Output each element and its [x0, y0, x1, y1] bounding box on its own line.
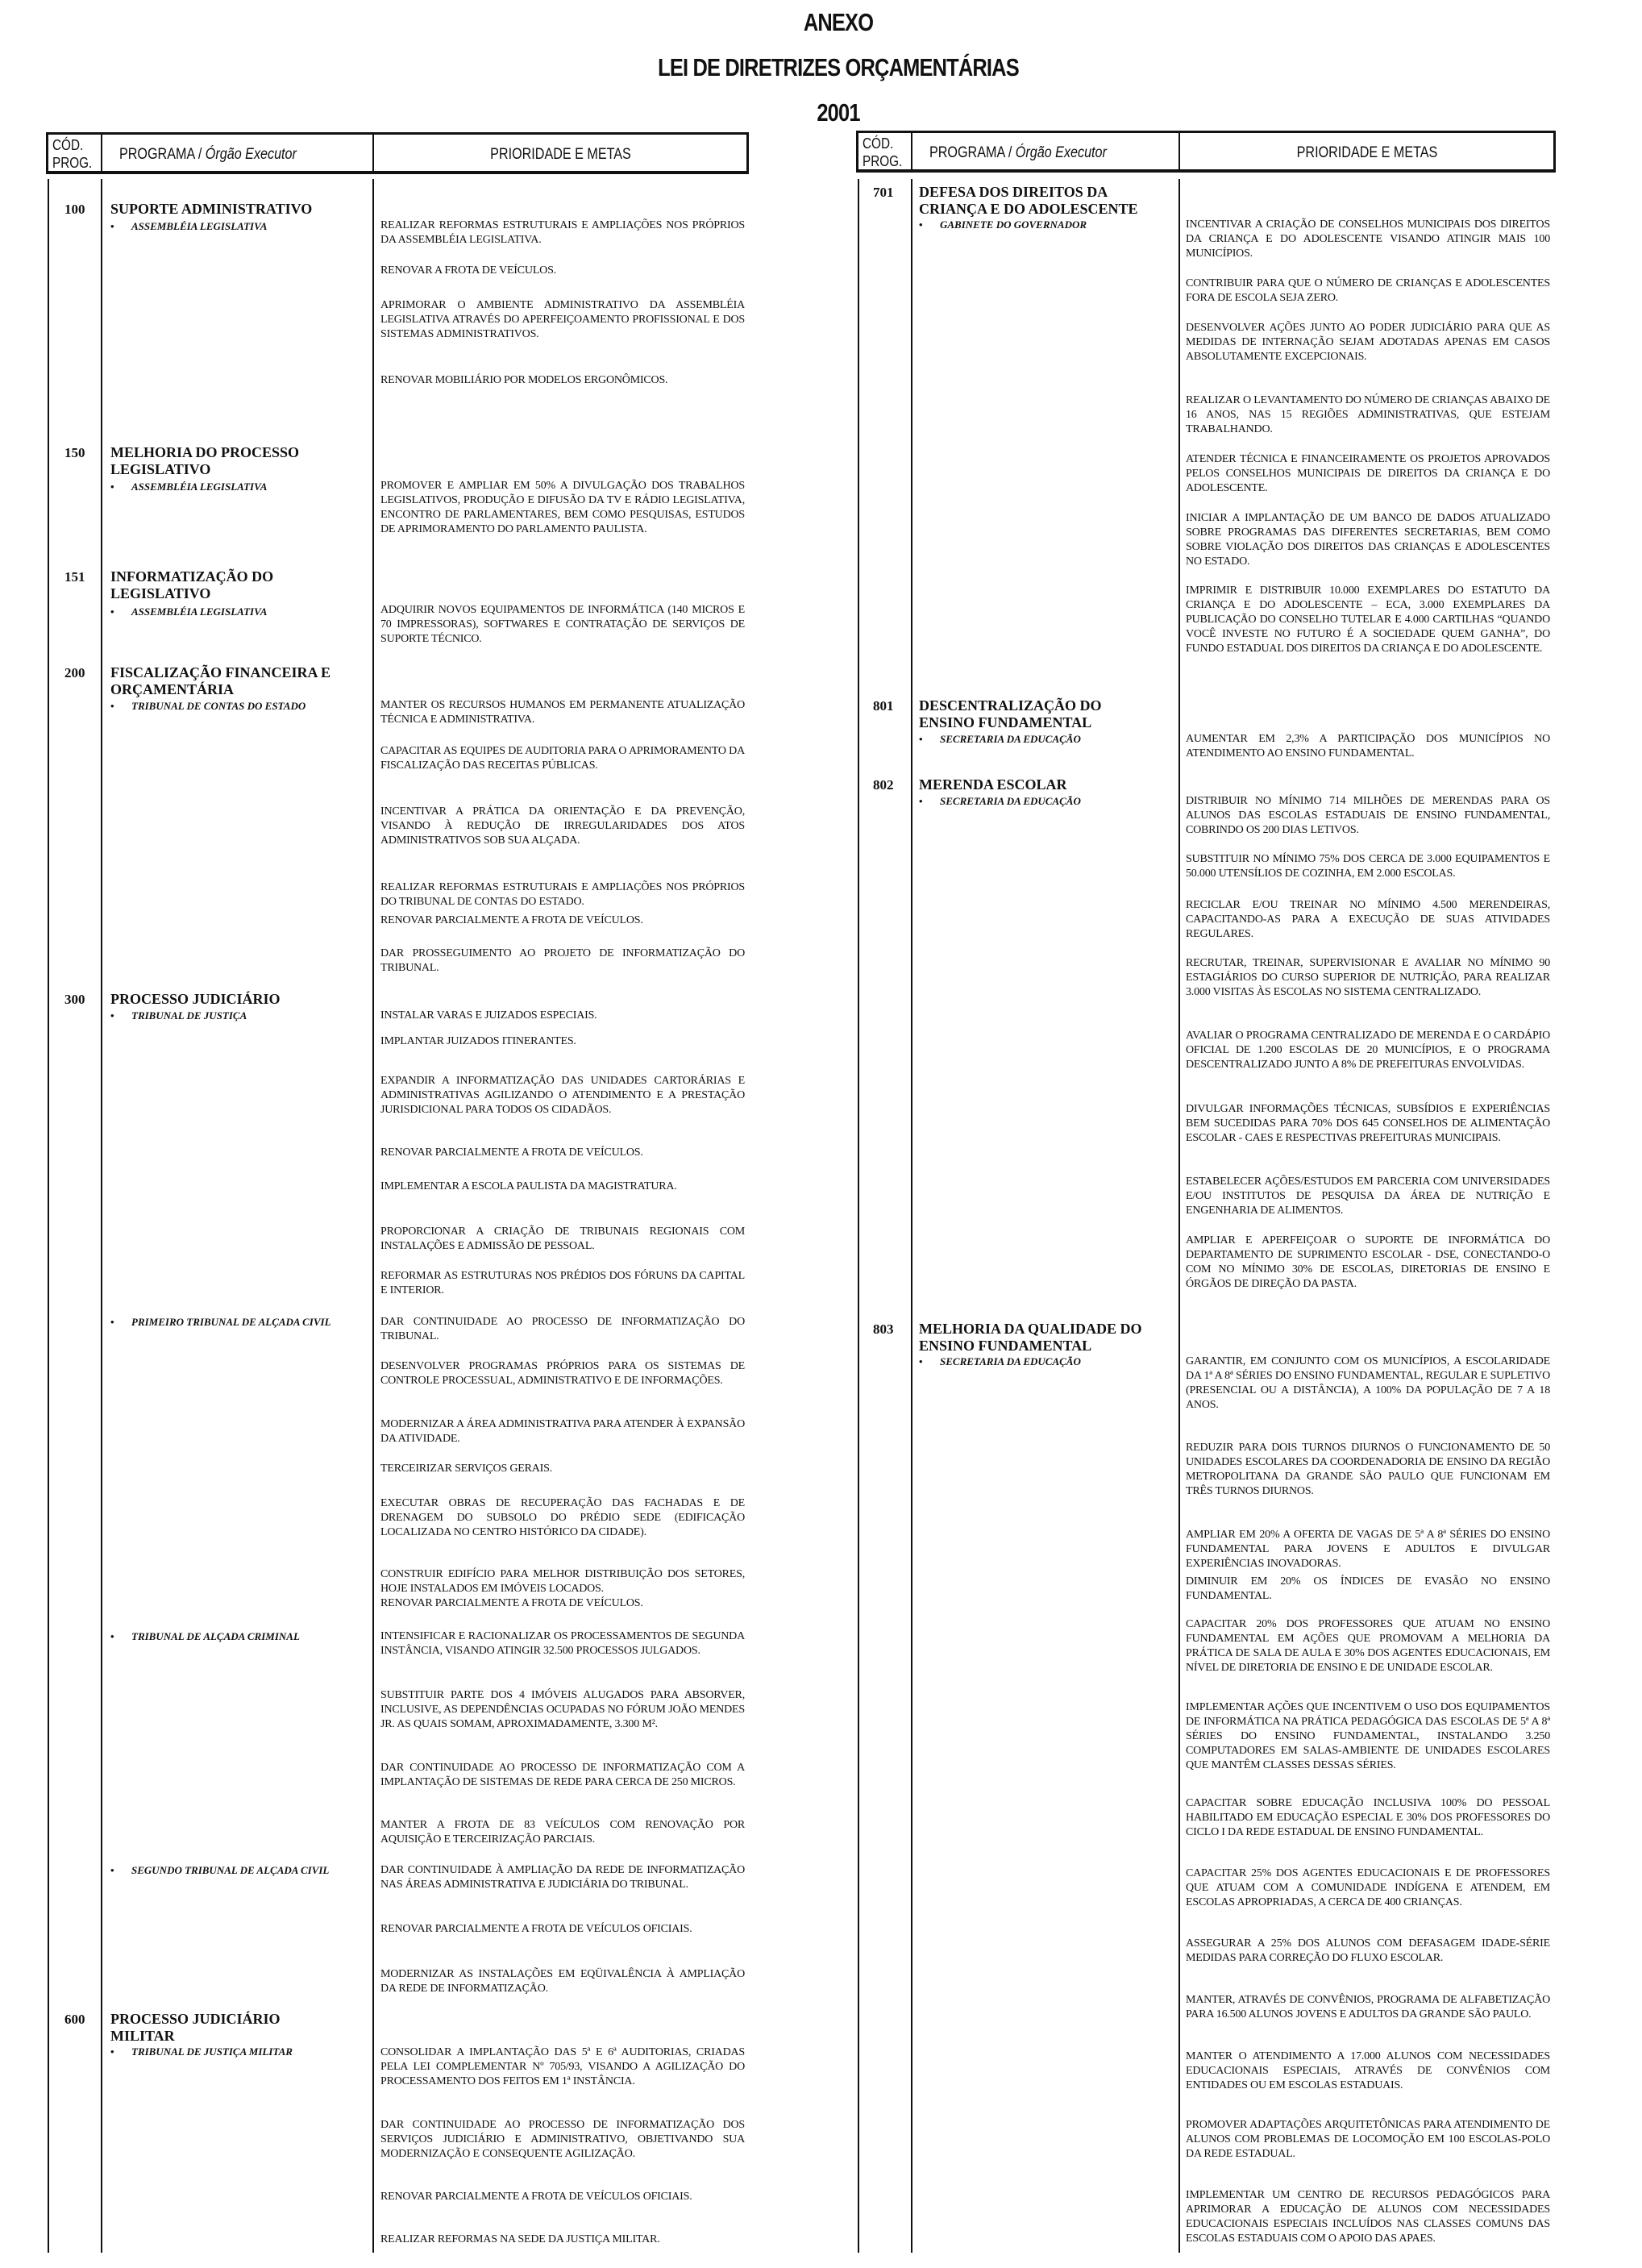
program-code: 600 [64, 2012, 85, 2027]
program-title [110, 444, 299, 478]
priority-goal: MANTER, ATRAVÉS DE CONVÊNIOS, PROGRAMA DE ALFABETIZAÇÃO PARA 16.500 ALUNOS JOVENS E ADULTOS DA GRANDE SÃO PAULO. [1186, 1994, 1550, 2020]
header-program-label [929, 144, 1107, 162]
header-divider [101, 135, 102, 171]
program-code: 803 [873, 1321, 894, 1337]
program-title [110, 991, 281, 1008]
header-divider [372, 135, 374, 171]
bullet-icon: • [110, 220, 114, 232]
priority-goal: INCENTIVAR A PRÁTICA DA ORIENTAÇÃO E DA PREVENÇÃO, VISANDO À REDUÇÃO DE IRREGULARIDADES DOS ATOS ADMINISTRATIVOS SOB SUA ALÇADA. [380, 805, 745, 847]
header-code-label [863, 135, 902, 170]
program-code: 300 [64, 992, 85, 1007]
priority-goal: SUBSTITUIR PARTE DOS 4 IMÓVEIS ALUGADOS PARA ABSORVER, INCLUSIVE, AS DEPENDÊNCIAS OCUPADAS NO FÓRUM JOÃO MENDES JR. AS QUAIS SOMAM, APROXIMADAMENTE, 3.300 M². [380, 1689, 745, 1730]
bullet-icon: • [110, 1009, 114, 1022]
executing-organ-name: ASSEMBLÉIA LEGISLATIVA [131, 481, 268, 493]
priority-goal: MANTER OS RECURSOS HUMANOS EM PERMANENTE ATUALIZAÇÃO TÉCNICA E ADMINISTRATIVA. [380, 699, 745, 726]
priority-goal: RENOVAR PARCIALMENTE A FROTA DE VEÍCULOS. [380, 1597, 643, 1609]
program-title [919, 1321, 1142, 1355]
priority-goal: REALIZAR REFORMAS NA SEDE DA JUSTIÇA MILITAR. [380, 2233, 660, 2245]
executing-organ-name: GABINETE DO GOVERNADOR [940, 218, 1087, 231]
program-title-line: MELHORIA DO PROCESSO [110, 444, 300, 460]
program-title [919, 184, 1138, 218]
bullet-icon: • [919, 218, 923, 231]
priority-goal: IMPLEMENTAR AÇÕES QUE INCENTIVEM O USO DOS EQUIPAMENTOS DE INFORMÁTICA NA PRÁTICA PEDAGÓGICA DAS ESCOLAS DE 5ª A 8ª SÉRIES DO ENSINO FUNDAMENTAL, INSTALANDO 3.250 COMPUTADORES EM SALAS-AMBIENTE DE UNIDADES ESCOLARES QUE MANTÊM CLASSES DESSAS SÉRIES. [1186, 1701, 1550, 1771]
priority-goal: REALIZAR REFORMAS ESTRUTURAIS E AMPLIAÇÕES NOS PRÓPRIOS DA ASSEMBLÉIA LEGISLATIVA. [380, 219, 745, 246]
executing-organ-name: TRIBUNAL DE CONTAS DO ESTADO [131, 700, 306, 712]
header-program-text: PROGRAMA / [929, 144, 1012, 161]
program-code: 801 [873, 698, 894, 714]
executing-organ-name: SECRETARIA DA EDUCAÇÃO [940, 1355, 1081, 1367]
priority-goal: IMPLANTAR JUIZADOS ITINERANTES. [380, 1035, 576, 1047]
document-title-law: LEI DE DIRETRIZES ORÇAMENTÁRIAS [658, 53, 1019, 81]
header-code-label [52, 136, 92, 172]
priority-goal: DISTRIBUIR NO MÍNIMO 714 MILHÕES DE MERENDAS PARA OS ALUNOS DAS ESCOLAS ESTADUAIS DE ENSINO FUNDAMENTAL, COBRINDO OS 200 DIAS LETIVOS. [1186, 795, 1550, 836]
priority-goal: REFORMAR AS ESTRUTURAS NOS PRÉDIOS DOS FÓRUNS DA CAPITAL E INTERIOR. [380, 1270, 745, 1296]
priority-goal: PROMOVER ADAPTAÇÕES ARQUITETÔNICAS PARA ATENDIMENTO DE ALUNOS COM PROBLEMAS DE LOCOMOÇÃO EM 100 ESCOLAS-POLO DA REDE ESTADUAL. [1186, 2119, 1550, 2160]
executing-organ [110, 1629, 385, 1644]
priority-goal: CAPACITAR 20% DOS PROFESSORES QUE ATUAM NO ENSINO FUNDAMENTAL EM AÇÕES QUE PROMOVAM A MELHORIA DA PRÁTICA DE SALA DE AULA E 30% DOS AGENTES EDUCACIONAIS, EM NÍVEL DE DIRETORIA DE ENSINO E DE UNIDADE ESCOLAR. [1186, 1618, 1550, 1674]
priority-goal: AMPLIAR E APERFEIÇOAR O SUPORTE DE INFORMÁTICA DO DEPARTAMENTO DE SUPRIMENTO ESCOLAR - DSE, CONECTANDO-O COM NO MÍNIMO 30% DE ESCOLAS, DIRETORIAS DE ENSINO E ÓRGÃOS DE DIREÇÃO DA PASTA. [1186, 1234, 1550, 1290]
bullet-icon: • [110, 2045, 114, 2058]
bullet-icon: • [919, 795, 923, 807]
executing-organ [110, 2045, 385, 2059]
executing-organ [110, 605, 385, 619]
program-title-line: MELHORIA DA QUALIDADE DO [919, 1321, 1142, 1337]
executing-organ-name: SEGUNDO TRIBUNAL DE ALÇADA CIVIL [131, 1864, 330, 1876]
header-organ-text: Órgão Executor [205, 146, 297, 163]
column-rule [911, 179, 912, 2253]
executing-organ [110, 480, 385, 494]
executing-organ [919, 1355, 1191, 1369]
executing-organ [110, 699, 385, 714]
executing-organ [919, 794, 1191, 809]
priority-goal: CONTRIBUIR PARA QUE O NÚMERO DE CRIANÇAS E ADOLESCENTES FORA DE ESCOLA SEJA ZERO. [1186, 277, 1550, 304]
program-code: 701 [873, 185, 894, 200]
priority-goal: EXPANDIR A INFORMATIZAÇÃO DAS UNIDADES CARTORÁRIAS E ADMINISTRATIVAS AGILIZANDO O ATENDIMENTO E A PRESTAÇÃO JURISDICIONAL PARA TODOS OS CIDADÃOS. [380, 1075, 745, 1116]
header-program-label [119, 146, 297, 164]
executing-organ-name: SECRETARIA DA EDUCAÇÃO [940, 795, 1081, 807]
program-title-line: FISCALIZAÇÃO FINANCEIRA E [110, 664, 331, 680]
column-rule [48, 179, 49, 2253]
header-code-line1: CÓD. [863, 135, 894, 152]
program-title-line: MERENDA ESCOLAR [919, 776, 1067, 793]
priority-goal: AVALIAR O PROGRAMA CENTRALIZADO DE MERENDA E O CARDÁPIO OFICIAL DE 1.200 ESCOLAS DE 20 MUNICÍPIOS, E O PROGRAMA DESCENTRALIZADO JUNTO A 8% DE PREFEITURAS ENVOLVIDAS. [1186, 1030, 1550, 1071]
priority-goal: RENOVAR PARCIALMENTE A FROTA DE VEÍCULOS. [380, 1146, 643, 1159]
program-title-line: DESCENTRALIZAÇÃO DO [919, 697, 1102, 714]
header-code-line2: PROG. [52, 155, 93, 171]
executing-organ [110, 219, 385, 234]
priority-goal: INICIAR A IMPLANTAÇÃO DE UM BANCO DE DADOS ATUALIZADO SOBRE PROGRAMAS DAS DIFERENTES SECRETARIAS, BEM COMO SOBRE VIOLAÇÃO DOS DIREITOS DAS CRIANÇAS E ADOLESCENTES NO ESTADO. [1186, 512, 1550, 568]
program-title-line: ORÇAMENTÁRIA [110, 681, 234, 697]
priority-goal: ATENDER TÉCNICA E FINANCEIRAMENTE OS PROJETOS APROVADOS PELOS CONSELHOS MUNICIPAIS DE DIREITOS DA CRIANÇA E DO ADOLESCENTE. [1186, 453, 1550, 494]
priority-goal: CAPACITAR SOBRE EDUCAÇÃO INCLUSIVA 100% DO PESSOAL HABILITADO EM EDUCAÇÃO ESPECIAL E 30% DOS PROFESSORES DO CICLO I DA REDE ESTADUAL DE ENSINO FUNDAMENTAL. [1186, 1797, 1550, 1838]
executing-organ-name: TRIBUNAL DE JUSTIÇA [131, 1009, 247, 1022]
priority-goal: RENOVAR PARCIALMENTE A FROTA DE VEÍCULOS OFICIAIS. [380, 2191, 692, 2203]
header-organ-text: Órgão Executor [1015, 144, 1107, 161]
priority-goal: CONSTRUIR EDIFÍCIO PARA MELHOR DISTRIBUIÇÃO DOS SETORES, HOJE INSTALADOS EM IMÓVEIS LOCADOS. [380, 1568, 745, 1595]
header-metas-label: PRIORIDADE E METAS [1296, 144, 1438, 161]
priority-goal: DAR CONTINUIDADE AO PROCESSO DE INFORMATIZAÇÃO COM A IMPLANTAÇÃO DE SISTEMAS DE REDE PARA CERCA DE 250 MICROS. [380, 1762, 745, 1788]
program-title [919, 697, 1102, 731]
document-title-annex: ANEXO [803, 8, 874, 36]
priority-goal: DESENVOLVER PROGRAMAS PRÓPRIOS PARA OS SISTEMAS DE CONTROLE PROCESSUAL, ADMINISTRATIVO E DE INFORMAÇÕES. [380, 1360, 745, 1387]
priority-goal: MANTER A FROTA DE 83 VEÍCULOS COM RENOVAÇÃO POR AQUISIÇÃO E TERCEIRIZAÇÃO PARCIAIS. [380, 1819, 745, 1846]
priority-goal: INSTALAR VARAS E JUIZADOS ESPECIAIS. [380, 1009, 597, 1022]
program-title-line: ENSINO FUNDAMENTAL [919, 1338, 1092, 1354]
priority-goal: RECRUTAR, TREINAR, SUPERVISIONAR E AVALIAR NO MÍNIMO 90 ESTAGIÁRIOS DO CURSO SUPERIOR DE NUTRIÇÃO, PARA REALIZAR 3.000 VISITAS ÀS ESCOLAS NO SISTEMA CENTRALIZADO. [1186, 957, 1550, 998]
priority-goal: REALIZAR O LEVANTAMENTO DO NÚMERO DE CRIANÇAS ABAIXO DE 16 ANOS, NAS 15 REGIÕES ADMINISTRATIVAS, QUE ESTEJAM TRABALHANDO. [1186, 394, 1550, 435]
table-header [856, 131, 1556, 173]
header-divider [911, 133, 912, 169]
column-rule [858, 179, 859, 2253]
executing-organ-name: PRIMEIRO TRIBUNAL DE ALÇADA CIVIL [131, 1316, 331, 1328]
priority-goal: RENOVAR A FROTA DE VEÍCULOS. [380, 264, 556, 277]
priority-goal: ASSEGURAR A 25% DOS ALUNOS COM DEFASAGEM IDADE-SÉRIE MEDIDAS PARA CORREÇÃO DO FLUXO ESCOLAR. [1186, 1937, 1550, 1964]
priority-goal: MODERNIZAR A ÁREA ADMINISTRATIVA PARA ATENDER À EXPANSÃO DA ATIVIDADE. [380, 1418, 745, 1445]
priority-goal: REDUZIR PARA DOIS TURNOS DIURNOS O FUNCIONAMENTO DE 50 UNIDADES ESCOLARES DA COORDENADORIA DE ENSINO DA REGIÃO METROPOLITANA DA GRANDE SÃO PAULO QUE FUNCIONAM EM TRÊS TURNOS DIURNOS. [1186, 1442, 1550, 1497]
priority-goal: DESENVOLVER AÇÕES JUNTO AO PODER JUDICIÁRIO PARA QUE AS MEDIDAS DE INTERNAÇÃO SEJAM ADOTADAS APENAS EM CASOS ABSOLUTAMENTE EXCEPCIONAIS. [1186, 322, 1550, 363]
priority-goal: ESTABELECER AÇÕES/ESTUDOS EM PARCERIA COM UNIVERSIDADES E/OU INSTITUTOS DE PESQUISA DA ÁREA DE NUTRIÇÃO E ENGENHARIA DE ALIMENTOS. [1186, 1176, 1550, 1217]
program-title [110, 201, 312, 218]
header-metas-label: PRIORIDADE E METAS [490, 146, 631, 163]
priority-goal: CAPACITAR 25% DOS AGENTES EDUCACIONAIS E DE PROFESSORES QUE ATUAM COM A COMUNIDADE INDÍGENA E ATENDEM, EM ESCOLAS APROPRIADAS, A CERCA DE 400 CRIANÇAS. [1186, 1867, 1550, 1908]
priority-goal: EXECUTAR OBRAS DE RECUPERAÇÃO DAS FACHADAS E DE DRENAGEM DO SUBSOLO DO PRÉDIO SEDE (EDIFICAÇÃO LOCALIZADA NO CENTRO HISTÓRICO DA CIDADE). [380, 1497, 745, 1538]
priority-goal: DAR PROSSEGUIMENTO AO PROJETO DE INFORMATIZAÇÃO DO TRIBUNAL. [380, 947, 745, 974]
priority-goal: CAPACITAR AS EQUIPES DE AUDITORIA PARA O APRIMORAMENTO DA FISCALIZAÇÃO DAS RECEITAS PÚBLICAS. [380, 745, 745, 772]
bullet-icon: • [919, 1355, 923, 1367]
program-title [110, 568, 273, 602]
priority-goal: DIMINUIR EM 20% OS ÍNDICES DE EVASÃO NO ENSINO FUNDAMENTAL. [1186, 1575, 1550, 1602]
priority-goal: AMPLIAR EM 20% A OFERTA DE VAGAS DE 5ª A 8ª SÉRIES DO ENSINO FUNDAMENTAL PARA JOVENS E ADULTOS E DIVULGAR EXPERIÊNCIAS INOVADORAS. [1186, 1529, 1550, 1570]
bullet-icon: • [110, 1316, 114, 1328]
priority-goal: SUBSTITUIR NO MÍNIMO 75% DOS CERCA DE 3.000 EQUIPAMENTOS E 50.000 UTENSÍLIOS DE COZINHA, EM 2.000 ESCOLAS. [1186, 853, 1550, 880]
executing-organ-name: SECRETARIA DA EDUCAÇÃO [940, 733, 1081, 745]
priority-goal: MANTER O ATENDIMENTO A 17.000 ALUNOS COM NECESSIDADES EDUCACIONAIS ESPECIAIS, ATRAVÉS DE CONVÊNIOS COM ENTIDADES OU EM ESCOLAS ESTADUAIS. [1186, 2050, 1550, 2091]
priority-goal: REALIZAR REFORMAS ESTRUTURAIS E AMPLIAÇÕES NOS PRÓPRIOS DO TRIBUNAL DE CONTAS DO ESTADO. [380, 881, 745, 908]
executing-organ [110, 1009, 385, 1023]
program-title-line: CRIANÇA E DO ADOLESCENTE [919, 201, 1138, 217]
priority-goal: DAR CONTINUIDADE À AMPLIAÇÃO DA REDE DE INFORMATIZAÇÃO NAS ÁREAS ADMINISTRATIVA E JUDICIÁRIA DO TRIBUNAL. [380, 1864, 745, 1891]
executing-organ [110, 1863, 385, 1878]
program-title [110, 2011, 281, 2045]
priority-goal: IMPLEMENTAR UM CENTRO DE RECURSOS PEDAGÓGICOS PARA APRIMORAR A EDUCAÇÃO DE ALUNOS COM NECESSIDADES EDUCACIONAIS ESPECIAIS INCLUÍDOS NAS CLASSES COMUNS DAS ESCOLAS ESTADUAIS COM O APOIO DAS APAES. [1186, 2189, 1550, 2245]
header-program-text: PROGRAMA / [119, 146, 202, 163]
priority-goal: AUMENTAR EM 2,3% A PARTICIPAÇÃO DOS MUNICÍPIOS NO ATENDIMENTO AO ENSINO FUNDAMENTAL. [1186, 733, 1550, 759]
priority-goal: IMPLEMENTAR A ESCOLA PAULISTA DA MAGISTRATURA. [380, 1180, 677, 1192]
header-divider [1178, 133, 1180, 169]
priority-goal: RENOVAR MOBILIÁRIO POR MODELOS ERGONÔMICOS. [380, 374, 668, 386]
priority-goal: RENOVAR PARCIALMENTE A FROTA DE VEÍCULOS. [380, 914, 643, 926]
bullet-icon: • [110, 481, 114, 493]
executing-organ [110, 1315, 385, 1330]
priority-goal: PROPORCIONAR A CRIAÇÃO DE TRIBUNAIS REGIONAIS COM INSTALAÇÕES E ADMISSÃO DE PESSOAL. [380, 1226, 745, 1252]
program-code: 150 [64, 445, 85, 460]
executing-organ [919, 218, 1191, 232]
priority-goal: DIVULGAR INFORMAÇÕES TÉCNICAS, SUBSÍDIOS E EXPERIÊNCIAS BEM SUCEDIDAS PARA 70% DOS 645 CONSELHOS DE ALIMENTAÇÃO ESCOLAR - CAES E RESPECTIVAS PREFEITURAS MUNICIPAIS. [1186, 1103, 1550, 1144]
priority-goal: INCENTIVAR A CRIAÇÃO DE CONSELHOS MUNICIPAIS DOS DIREITOS DA CRIANÇA E DO ADOLESCENTE VISANDO ATINGIR MAIS 100 MUNICÍPIOS. [1186, 218, 1550, 260]
program-title-line: ENSINO FUNDAMENTAL [919, 714, 1092, 730]
priority-goal: PROMOVER E AMPLIAR EM 50% A DIVULGAÇÃO DOS TRABALHOS LEGISLATIVOS, PRODUÇÃO E DIFUSÃO DA TV E RÁDIO LEGISLATIVA, ENCONTRO DE PARLAMENTARES, BEM COMO PESQUISAS, ESTUDOS DE APRIMORAMENTO DO PARLAMENTO PAULISTA. [380, 480, 745, 535]
header-code-line1: CÓD. [52, 137, 84, 153]
priority-goal: DAR CONTINUIDADE AO PROCESSO DE INFORMATIZAÇÃO DOS SERVIÇOS JUDICIÁRIO E ADMINISTRATIVO, OBJETIVANDO SUA MODERNIZAÇÃO E CONSEQUENTE AGILIZAÇÃO. [380, 2119, 745, 2160]
executing-organ-name: TRIBUNAL DE JUSTIÇA MILITAR [131, 2045, 293, 2058]
program-code: 802 [873, 777, 894, 793]
priority-goal: ADQUIRIR NOVOS EQUIPAMENTOS DE INFORMÁTICA (140 MICROS E 70 IMPRESSORAS), SOFTWARES E CONTRATAÇÃO DE SERVIÇOS DE SUPORTE TÉCNICO. [380, 604, 745, 645]
priority-goal: IMPRIMIR E DISTRIBUIR 10.000 EXEMPLARES DO ESTATUTO DA CRIANÇA E DO ADOLESCENTE – ECA, 3.000 EXEMPLARES DA PUBLICAÇÃO DO CONSELHO TUTELAR E 4.000 CARTILHAS “QUANDO VOCÊ INVESTE NO FUTURO É A SOCIEDADE QUEM GANHA”, DO FUNDO ESTADUAL DOS DIREITOS DA CRIANÇA E DO ADOLESCENTE. [1186, 585, 1550, 655]
document-title-year: 2001 [817, 98, 860, 127]
header-code-line2: PROG. [863, 153, 903, 169]
program-title-line: MILITAR [110, 2028, 175, 2044]
program-title [110, 664, 330, 698]
program-title-line: INFORMATIZAÇÃO DO [110, 568, 274, 585]
priority-goal: APRIMORAR O AMBIENTE ADMINISTRATIVO DA ASSEMBLÉIA LEGISLATIVA ATRAVÉS DO APERFEIÇOAMENTO PROFISSIONAL E DOS SISTEMAS ADMINISTRATIVOS. [380, 299, 745, 340]
program-title-line: SUPORTE ADMINISTRATIVO [110, 201, 313, 217]
program-code: 200 [64, 665, 85, 680]
program-title-line: PROCESSO JUDICIÁRIO [110, 2011, 281, 2027]
program-title-line: LEGISLATIVO [110, 585, 211, 601]
program-title-line: PROCESSO JUDICIÁRIO [110, 991, 281, 1007]
table-header [46, 132, 749, 174]
executing-organ [919, 732, 1191, 747]
program-title-line: LEGISLATIVO [110, 461, 211, 477]
executing-organ-name: TRIBUNAL DE ALÇADA CRIMINAL [131, 1630, 300, 1642]
priority-goal: MODERNIZAR AS INSTALAÇÕES EM EQÜIVALÊNCIA À AMPLIAÇÃO DA REDE DE INFORMATIZAÇÃO. [380, 1968, 745, 1995]
executing-organ-name: ASSEMBLÉIA LEGISLATIVA [131, 605, 268, 618]
bullet-icon: • [919, 733, 923, 745]
bullet-icon: • [110, 605, 114, 618]
priority-goal: GARANTIR, EM CONJUNTO COM OS MUNICÍPIOS, A ESCOLARIDADE DA 1ª A 8ª SÉRIES DO ENSINO FUNDAMENTAL, REGULAR E SUPLETIVO (PRESENCIAL OU A DISTÂNCIA), A 100% DA POPULAÇÃO DE 7 A 18 ANOS. [1186, 1355, 1550, 1411]
priority-goal: DAR CONTINUIDADE AO PROCESSO DE INFORMATIZAÇÃO DO TRIBUNAL. [380, 1316, 745, 1342]
bullet-icon: • [110, 1630, 114, 1642]
program-title-line: DEFESA DOS DIREITOS DA [919, 184, 1108, 200]
priority-goal: INTENSIFICAR E RACIONALIZAR OS PROCESSAMENTOS DE SEGUNDA INSTÂNCIA, VISANDO ATINGIR 32.500 PROCESSOS JULGADOS. [380, 1630, 745, 1657]
bullet-icon: • [110, 700, 114, 712]
program-code: 151 [64, 569, 85, 585]
column-rule [101, 179, 102, 2253]
priority-goal: RENOVAR PARCIALMENTE A FROTA DE VEÍCULOS OFICIAIS. [380, 1923, 692, 1935]
priority-goal: CONSOLIDAR A IMPLANTAÇÃO DAS 5ª E 6ª AUDITORIAS, CRIADAS PELA LEI COMPLEMENTAR Nº 705/93, VISANDO A AGILIZAÇÃO DO PROCESSAMENTO DOS FEITOS EM 1ª INSTÂNCIA. [380, 2046, 745, 2087]
bullet-icon: • [110, 1864, 114, 1876]
program-code: 100 [64, 202, 85, 217]
executing-organ-name: ASSEMBLÉIA LEGISLATIVA [131, 220, 268, 232]
priority-goal: TERCEIRIZAR SERVIÇOS GERAIS. [380, 1463, 553, 1475]
column-rule [1178, 179, 1180, 2253]
program-title [919, 776, 1067, 793]
priority-goal: RECICLAR E/OU TREINAR NO MÍNIMO 4.500 MERENDEIRAS, CAPACITANDO-AS PARA A EXECUÇÃO DE SUAS ATIVIDADES REGULARES. [1186, 899, 1550, 940]
